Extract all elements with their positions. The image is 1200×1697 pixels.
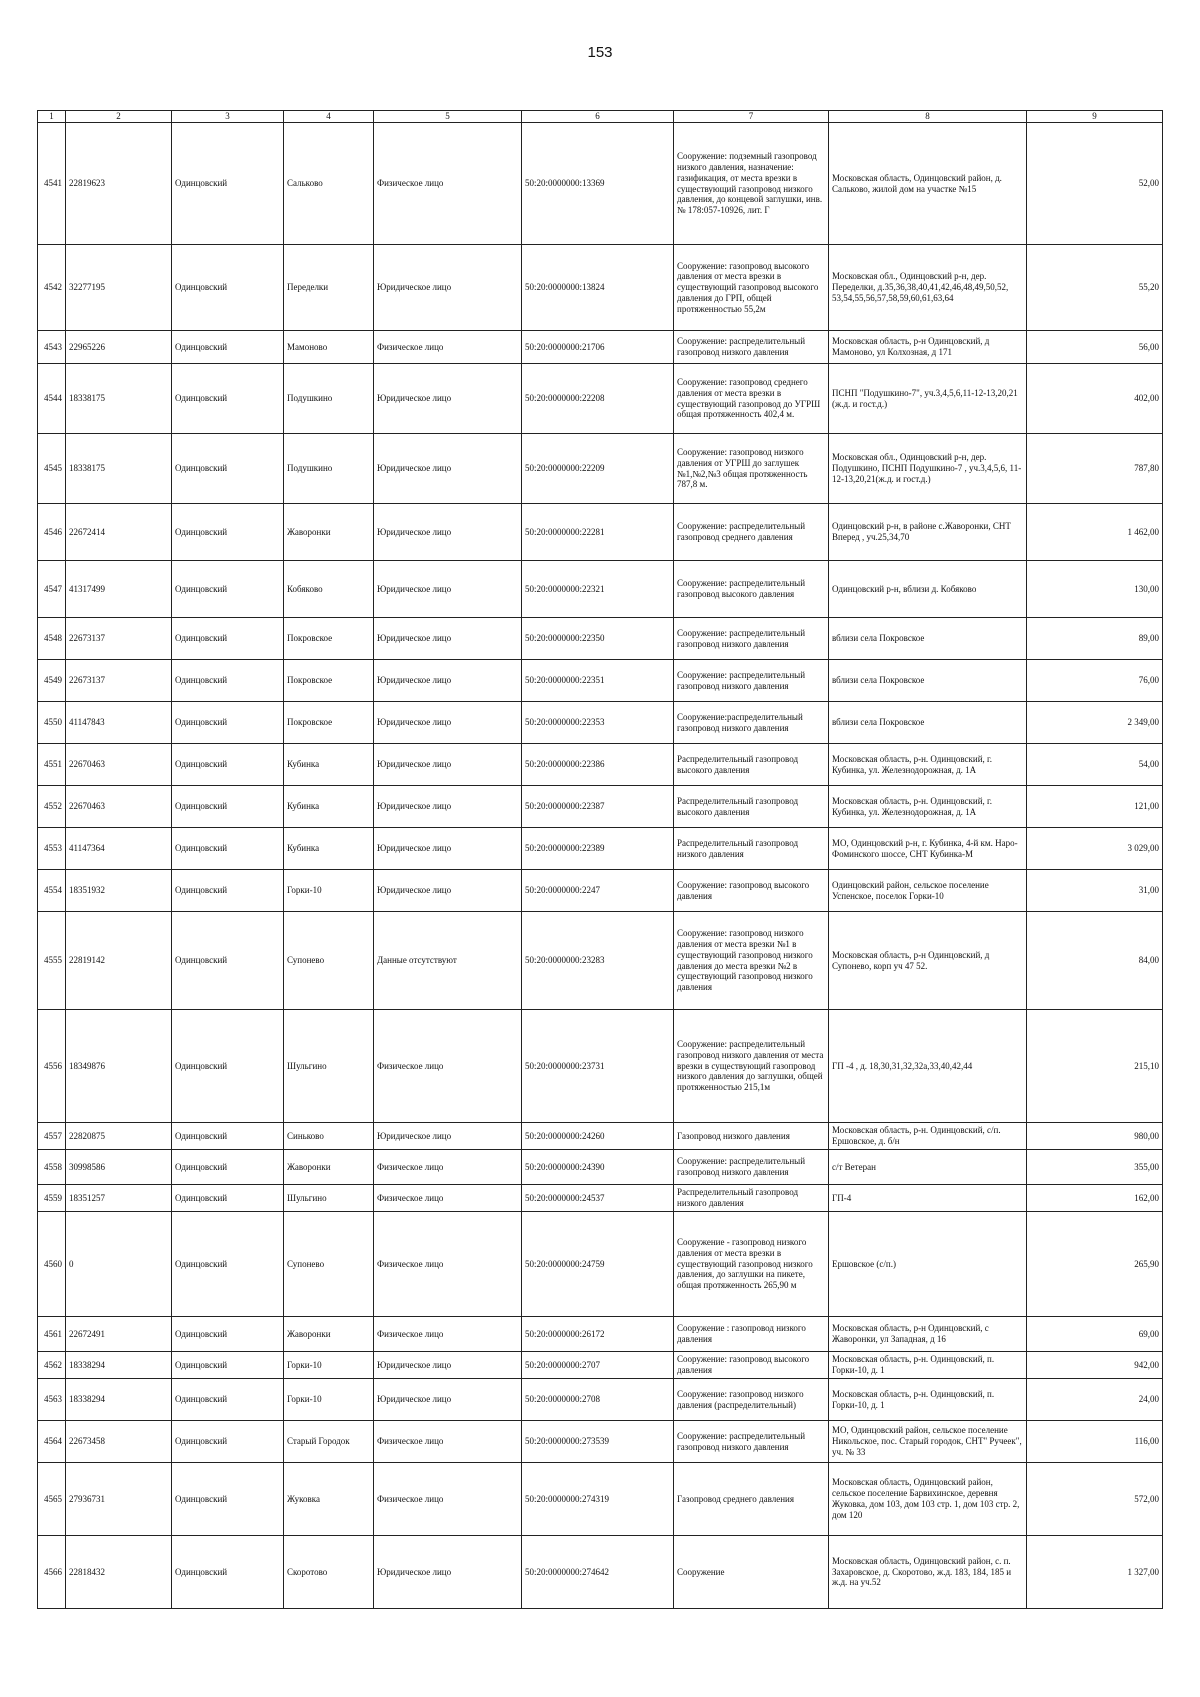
settlement-name: Жаворонки	[284, 1317, 374, 1352]
cadastral-number: 50:20:0000000:22281	[522, 504, 674, 561]
settlement-name: Жаворонки	[284, 1150, 374, 1185]
object-code: 18351257	[66, 1185, 172, 1212]
object-code: 22672414	[66, 504, 172, 561]
length-value: 56,00	[1027, 331, 1163, 364]
settlement-name: Покровское	[284, 702, 374, 744]
cadastral-number: 50:20:0000000:21706	[522, 331, 674, 364]
object-code: 30998586	[66, 1150, 172, 1185]
row-number: 4542	[38, 245, 66, 331]
row-number: 4551	[38, 744, 66, 786]
object-description: Сооружение: распределительный газопровод высокого давления	[674, 561, 829, 618]
settlement-name: Покровское	[284, 660, 374, 702]
cadastral-number: 50:20:0000000:26172	[522, 1317, 674, 1352]
settlement-name: Шульгино	[284, 1010, 374, 1123]
cadastral-number: 50:20:0000000:274642	[522, 1536, 674, 1609]
district-name: Одинцовский	[172, 1150, 284, 1185]
cadastral-number: 50:20:0000000:24537	[522, 1185, 674, 1212]
cadastral-number: 50:20:0000000:2247	[522, 870, 674, 912]
owner-type: Юридическое лицо	[374, 744, 522, 786]
table-row	[38, 912, 1163, 1010]
settlement-name: Покровское	[284, 618, 374, 660]
length-value: 355,00	[1027, 1150, 1163, 1185]
object-code: 18338294	[66, 1379, 172, 1421]
object-description: Сооружение:распределительный газопровод низкого давления	[674, 702, 829, 744]
length-value: 24,00	[1027, 1379, 1163, 1421]
settlement-name: Супонево	[284, 1212, 374, 1317]
length-value: 31,00	[1027, 870, 1163, 912]
object-address: Московская обл., Одинцовский р-н, дер. Подушкино, ПСНП Подушкино-7 , уч.3,4,5,6, 11-12-13,20,21(ж.д. и гост.д.)	[829, 434, 1027, 504]
object-description: Сооружение: распределительный газопровод низкого давления	[674, 1150, 829, 1185]
cadastral-number: 50:20:0000000:22387	[522, 786, 674, 828]
district-name: Одинцовский	[172, 1010, 284, 1123]
object-description: Сооружение: подземный газопровод низкого давления, назначение: газификация, от места врезки в существующий газопровод низкого давления, до концевой заглушки, инв.№ 178:057-10926, лит. Г	[674, 123, 829, 245]
district-name: Одинцовский	[172, 1317, 284, 1352]
owner-type: Юридическое лицо	[374, 1536, 522, 1609]
table-row	[38, 504, 1163, 561]
object-code: 22673458	[66, 1421, 172, 1463]
object-code: 22819623	[66, 123, 172, 245]
settlement-name: Синьково	[284, 1123, 374, 1150]
settlement-name: Сальково	[284, 123, 374, 245]
owner-type: Юридическое лицо	[374, 870, 522, 912]
cadastral-number: 50:20:0000000:22386	[522, 744, 674, 786]
length-value: 2 349,00	[1027, 702, 1163, 744]
district-name: Одинцовский	[172, 504, 284, 561]
owner-type: Юридическое лицо	[374, 702, 522, 744]
row-number: 4564	[38, 1421, 66, 1463]
table-row	[38, 561, 1163, 618]
object-description: Сооружение: газопровод высокого давления от места врезки в существующий газопровод высокого давления до ГРП, общей протяженностью 55,2м	[674, 245, 829, 331]
settlement-name: Мамоново	[284, 331, 374, 364]
object-description: Сооружение: газопровод высокого давления	[674, 870, 829, 912]
settlement-name: Кубинка	[284, 828, 374, 870]
table-row	[38, 1536, 1163, 1609]
cadastral-number: 50:20:0000000:23283	[522, 912, 674, 1010]
table-row	[38, 1150, 1163, 1185]
length-value: 572,00	[1027, 1463, 1163, 1536]
table-row	[38, 434, 1163, 504]
length-value: 1 462,00	[1027, 504, 1163, 561]
object-code: 22672491	[66, 1317, 172, 1352]
cadastral-number: 50:20:0000000:2708	[522, 1379, 674, 1421]
district-name: Одинцовский	[172, 870, 284, 912]
table-row	[38, 744, 1163, 786]
row-number: 4547	[38, 561, 66, 618]
length-value: 980,00	[1027, 1123, 1163, 1150]
row-number: 4545	[38, 434, 66, 504]
district-name: Одинцовский	[172, 1421, 284, 1463]
length-value: 3 029,00	[1027, 828, 1163, 870]
cadastral-number: 50:20:0000000:13824	[522, 245, 674, 331]
district-name: Одинцовский	[172, 1463, 284, 1536]
table-row	[38, 364, 1163, 434]
object-address: Московская область, Одинцовский район, д. Сальково, жилой дом на участке №15	[829, 123, 1027, 245]
district-name: Одинцовский	[172, 1185, 284, 1212]
table-row	[38, 1421, 1163, 1463]
object-address: Московская область, р-н Одинцовский, с Жаворонки, ул Западная, д 16	[829, 1317, 1027, 1352]
district-name: Одинцовский	[172, 618, 284, 660]
object-code: 22818432	[66, 1536, 172, 1609]
row-number: 4562	[38, 1352, 66, 1379]
settlement-name: Горки-10	[284, 1379, 374, 1421]
district-name: Одинцовский	[172, 660, 284, 702]
table-row	[38, 123, 1163, 245]
settlement-name: Подушкино	[284, 434, 374, 504]
table-row	[38, 1212, 1163, 1317]
object-address: Московская область, Одинцовский район, сельское поселение Барвихинское, деревня Жуковка, дом 103, дом 103 стр. 1, дом 103 стр. 2, дом 120	[829, 1463, 1027, 1536]
district-name: Одинцовский	[172, 331, 284, 364]
length-value: 116,00	[1027, 1421, 1163, 1463]
column-header: 1	[38, 111, 66, 123]
object-address: Московская обл., Одинцовский р-н, дер. Переделки, д.35,36,38,40,41,42,46,48,49,50,52, 53,54,55,56,57,58,59,60,61,63,64	[829, 245, 1027, 331]
object-address: ПСНП "Подушкино-7", уч.3,4,5,6,11-12-13,20,21 (ж.д. и гост.д.)	[829, 364, 1027, 434]
object-address: с/т Ветеран	[829, 1150, 1027, 1185]
table-row	[38, 1463, 1163, 1536]
row-number: 4550	[38, 702, 66, 744]
object-code: 22965226	[66, 331, 172, 364]
object-description: Сооружение: распределительный газопровод низкого давления от места врезки в существующий газопровод низкого давления до заглушки, общей протяженностью 215,1м	[674, 1010, 829, 1123]
owner-type: Физическое лицо	[374, 1010, 522, 1123]
cadastral-number: 50:20:0000000:22350	[522, 618, 674, 660]
district-name: Одинцовский	[172, 912, 284, 1010]
registry-table	[37, 110, 1163, 1609]
district-name: Одинцовский	[172, 786, 284, 828]
row-number: 4563	[38, 1379, 66, 1421]
object-description: Сооружение: газопровод высокого давления	[674, 1352, 829, 1379]
column-header: 8	[829, 111, 1027, 123]
owner-type: Юридическое лицо	[374, 561, 522, 618]
owner-type: Юридическое лицо	[374, 364, 522, 434]
table-row	[38, 1123, 1163, 1150]
object-address: МО, Одинцовский р-н, г. Кубинка, 4-й км. Наро-Фоминского шоссе, СНТ Кубинка-М	[829, 828, 1027, 870]
owner-type: Юридическое лицо	[374, 1123, 522, 1150]
object-address: Московская область, р-н Одинцовский, д Супонево, корп уч 47 52.	[829, 912, 1027, 1010]
cadastral-number: 50:20:0000000:22321	[522, 561, 674, 618]
owner-type: Физическое лицо	[374, 1185, 522, 1212]
object-address: вблизи села Покровское	[829, 660, 1027, 702]
district-name: Одинцовский	[172, 1123, 284, 1150]
district-name: Одинцовский	[172, 744, 284, 786]
settlement-name: Подушкино	[284, 364, 374, 434]
column-header: 3	[172, 111, 284, 123]
cadastral-number: 50:20:0000000:24390	[522, 1150, 674, 1185]
owner-type: Юридическое лицо	[374, 1379, 522, 1421]
object-code: 22670463	[66, 744, 172, 786]
column-header: 7	[674, 111, 829, 123]
object-description: Сооружение - газопровод низкого давления от места врезки в существующий газопровод низкого давления, до заглушки на пикете, общая протяженность 265,90 м	[674, 1212, 829, 1317]
object-description: Сооружение: газопровод среднего давления от места врезки в существующий газопровод до УГРШ общая протяженность 402,4 м.	[674, 364, 829, 434]
table-row	[38, 1352, 1163, 1379]
length-value: 55,20	[1027, 245, 1163, 331]
owner-type: Юридическое лицо	[374, 1352, 522, 1379]
row-number: 4558	[38, 1150, 66, 1185]
object-address: Московская область, р-н. Одинцовский, г. Кубинка, ул. Железнодорожная, д. 1А	[829, 786, 1027, 828]
object-code: 22673137	[66, 618, 172, 660]
object-description: Распределительный газопровод низкого давления	[674, 1185, 829, 1212]
length-value: 402,00	[1027, 364, 1163, 434]
object-address: Московская область, р-н. Одинцовский, п. Горки-10, д. 1	[829, 1352, 1027, 1379]
district-name: Одинцовский	[172, 434, 284, 504]
object-description: Сооружение: газопровод низкого давления (распределительный)	[674, 1379, 829, 1421]
length-value: 76,00	[1027, 660, 1163, 702]
length-value: 942,00	[1027, 1352, 1163, 1379]
cadastral-number: 50:20:0000000:22353	[522, 702, 674, 744]
cadastral-number: 50:20:0000000:22351	[522, 660, 674, 702]
owner-type: Физическое лицо	[374, 123, 522, 245]
owner-type: Юридическое лицо	[374, 786, 522, 828]
owner-type: Юридическое лицо	[374, 245, 522, 331]
object-code: 41147843	[66, 702, 172, 744]
column-header: 9	[1027, 111, 1163, 123]
owner-type: Юридическое лицо	[374, 660, 522, 702]
object-address: Московская область, р-н Одинцовский, д Мамоново, ул Колхозная, д 171	[829, 331, 1027, 364]
table-row	[38, 618, 1163, 660]
length-value: 54,00	[1027, 744, 1163, 786]
settlement-name: Жуковка	[284, 1463, 374, 1536]
object-address: Одинцовский район, сельское поселение Успенское, поселок Горки-10	[829, 870, 1027, 912]
object-description: Газопровод низкого давления	[674, 1123, 829, 1150]
owner-type: Физическое лицо	[374, 1421, 522, 1463]
registry-body	[38, 111, 1163, 1609]
object-address: Московская область, Одинцовский район, с. п. Захаровское, д. Скоротово, ж.д. 183, 184, 185 и ж.д. на уч.52	[829, 1536, 1027, 1609]
settlement-name: Скоротово	[284, 1536, 374, 1609]
district-name: Одинцовский	[172, 1379, 284, 1421]
row-number: 4555	[38, 912, 66, 1010]
cadastral-number: 50:20:0000000:273539	[522, 1421, 674, 1463]
object-description: Распределительный газопровод низкого давления	[674, 828, 829, 870]
object-code: 0	[66, 1212, 172, 1317]
object-description: Сооружение: распределительный газопровод низкого давления	[674, 1421, 829, 1463]
object-description: Газопровод среднего давления	[674, 1463, 829, 1536]
row-number: 4561	[38, 1317, 66, 1352]
row-number: 4548	[38, 618, 66, 660]
owner-type: Физическое лицо	[374, 1212, 522, 1317]
object-code: 22820875	[66, 1123, 172, 1150]
settlement-name: Кобяково	[284, 561, 374, 618]
length-value: 130,00	[1027, 561, 1163, 618]
length-value: 162,00	[1027, 1185, 1163, 1212]
cadastral-number: 50:20:0000000:22209	[522, 434, 674, 504]
table-row	[38, 1317, 1163, 1352]
row-number: 4553	[38, 828, 66, 870]
table-row	[38, 870, 1163, 912]
settlement-name: Старый Городок	[284, 1421, 374, 1463]
object-code: 18338294	[66, 1352, 172, 1379]
row-number: 4546	[38, 504, 66, 561]
cadastral-number: 50:20:0000000:22208	[522, 364, 674, 434]
table-row	[38, 786, 1163, 828]
table-row	[38, 828, 1163, 870]
object-description: Распределительный газопровод высокого давления	[674, 744, 829, 786]
row-number: 4543	[38, 331, 66, 364]
cadastral-number: 50:20:0000000:23731	[522, 1010, 674, 1123]
table-row	[38, 660, 1163, 702]
object-description: Распределительный газопровод высокого давления	[674, 786, 829, 828]
object-code: 18338175	[66, 434, 172, 504]
settlement-name: Кубинка	[284, 786, 374, 828]
table-row	[38, 1185, 1163, 1212]
owner-type: Юридическое лицо	[374, 618, 522, 660]
length-value: 265,90	[1027, 1212, 1163, 1317]
district-name: Одинцовский	[172, 364, 284, 434]
length-value: 52,00	[1027, 123, 1163, 245]
object-address: вблизи села Покровское	[829, 618, 1027, 660]
row-number: 4559	[38, 1185, 66, 1212]
object-address: Ершовское (с/п.)	[829, 1212, 1027, 1317]
row-number: 4556	[38, 1010, 66, 1123]
table-row	[38, 331, 1163, 364]
cadastral-number: 50:20:0000000:24759	[522, 1212, 674, 1317]
cadastral-number: 50:20:0000000:13369	[522, 123, 674, 245]
object-address: ГП -4 , д. 18,30,31,32,32а,33,40,42,44	[829, 1010, 1027, 1123]
object-address: Московская область, р-н. Одинцовский, с/п. Ершовское, д. б/н	[829, 1123, 1027, 1150]
object-address: Одинцовский р-н, вблизи д. Кобяково	[829, 561, 1027, 618]
row-number: 4566	[38, 1536, 66, 1609]
length-value: 89,00	[1027, 618, 1163, 660]
object-address: МО, Одинцовский район, сельское поселение Никольское, пос. Старый городок, СНТ" Ручеек", уч. № 33	[829, 1421, 1027, 1463]
owner-type: Юридическое лицо	[374, 828, 522, 870]
table-row	[38, 1010, 1163, 1123]
row-number: 4549	[38, 660, 66, 702]
length-value: 787,80	[1027, 434, 1163, 504]
district-name: Одинцовский	[172, 1212, 284, 1317]
object-code: 18351932	[66, 870, 172, 912]
object-address: Московская область, р-н. Одинцовский, г. Кубинка, ул. Железнодорожная, д. 1А	[829, 744, 1027, 786]
cadastral-number: 50:20:0000000:274319	[522, 1463, 674, 1536]
object-code: 22673137	[66, 660, 172, 702]
district-name: Одинцовский	[172, 245, 284, 331]
object-address: вблизи села Покровское	[829, 702, 1027, 744]
object-code: 32277195	[66, 245, 172, 331]
owner-type: Физическое лицо	[374, 1463, 522, 1536]
owner-type: Физическое лицо	[374, 331, 522, 364]
owner-type: Данные отсутствуют	[374, 912, 522, 1010]
owner-type: Юридическое лицо	[374, 434, 522, 504]
settlement-name: Горки-10	[284, 1352, 374, 1379]
settlement-name: Жаворонки	[284, 504, 374, 561]
row-number: 4552	[38, 786, 66, 828]
object-code: 18338175	[66, 364, 172, 434]
object-code: 22819142	[66, 912, 172, 1010]
settlement-name: Кубинка	[284, 744, 374, 786]
object-code: 41147364	[66, 828, 172, 870]
page-number: 153	[587, 44, 613, 61]
object-description: Сооружение : газопровод низкого давления	[674, 1317, 829, 1352]
settlement-name: Шульгино	[284, 1185, 374, 1212]
length-value: 121,00	[1027, 786, 1163, 828]
settlement-name: Горки-10	[284, 870, 374, 912]
cadastral-number: 50:20:0000000:2707	[522, 1352, 674, 1379]
table-row	[38, 702, 1163, 744]
object-description: Сооружение: распределительный газопровод низкого давления	[674, 618, 829, 660]
object-description: Сооружение	[674, 1536, 829, 1609]
settlement-name: Переделки	[284, 245, 374, 331]
row-number: 4557	[38, 1123, 66, 1150]
length-value: 215,10	[1027, 1010, 1163, 1123]
row-number: 4541	[38, 123, 66, 245]
length-value: 84,00	[1027, 912, 1163, 1010]
row-number: 4554	[38, 870, 66, 912]
owner-type: Физическое лицо	[374, 1317, 522, 1352]
length-value: 1 327,00	[1027, 1536, 1163, 1609]
column-number-row	[38, 111, 1163, 123]
object-address: Московская область, р-н. Одинцовский, п. Горки-10, д. 1	[829, 1379, 1027, 1421]
district-name: Одинцовский	[172, 1352, 284, 1379]
object-description: Сооружение: распределительный газопровод низкого давления	[674, 660, 829, 702]
object-code: 18349876	[66, 1010, 172, 1123]
settlement-name: Супонево	[284, 912, 374, 1010]
object-address: Одинцовский р-н, в районе с.Жаворонки, СНТ Вперед , уч.25,34,70	[829, 504, 1027, 561]
cadastral-number: 50:20:0000000:22389	[522, 828, 674, 870]
district-name: Одинцовский	[172, 702, 284, 744]
owner-type: Юридическое лицо	[374, 504, 522, 561]
column-header: 4	[284, 111, 374, 123]
object-description: Сооружение: распределительный газопровод низкого давления	[674, 331, 829, 364]
length-value: 69,00	[1027, 1317, 1163, 1352]
owner-type: Физическое лицо	[374, 1150, 522, 1185]
row-number: 4544	[38, 364, 66, 434]
column-header: 6	[522, 111, 674, 123]
object-code: 41317499	[66, 561, 172, 618]
district-name: Одинцовский	[172, 123, 284, 245]
row-number: 4560	[38, 1212, 66, 1317]
object-description: Сооружение: газопровод низкого давления от места врезки №1 в существующий газопровод низкого давления до места врезки №2 в существующий газопровод низкого давления	[674, 912, 829, 1010]
object-description: Сооружение: распределительный газопровод среднего давления	[674, 504, 829, 561]
object-description: Сооружение: газопровод низкого давления от УГРШ до заглушек №1,№2,№3 общая протяженность 787,8 м.	[674, 434, 829, 504]
column-header: 2	[66, 111, 172, 123]
table-row	[38, 245, 1163, 331]
object-address: ГП-4	[829, 1185, 1027, 1212]
district-name: Одинцовский	[172, 1536, 284, 1609]
object-code: 22670463	[66, 786, 172, 828]
table-row	[38, 1379, 1163, 1421]
district-name: Одинцовский	[172, 828, 284, 870]
column-header: 5	[374, 111, 522, 123]
row-number: 4565	[38, 1463, 66, 1536]
object-code: 27936731	[66, 1463, 172, 1536]
district-name: Одинцовский	[172, 561, 284, 618]
cadastral-number: 50:20:0000000:24260	[522, 1123, 674, 1150]
